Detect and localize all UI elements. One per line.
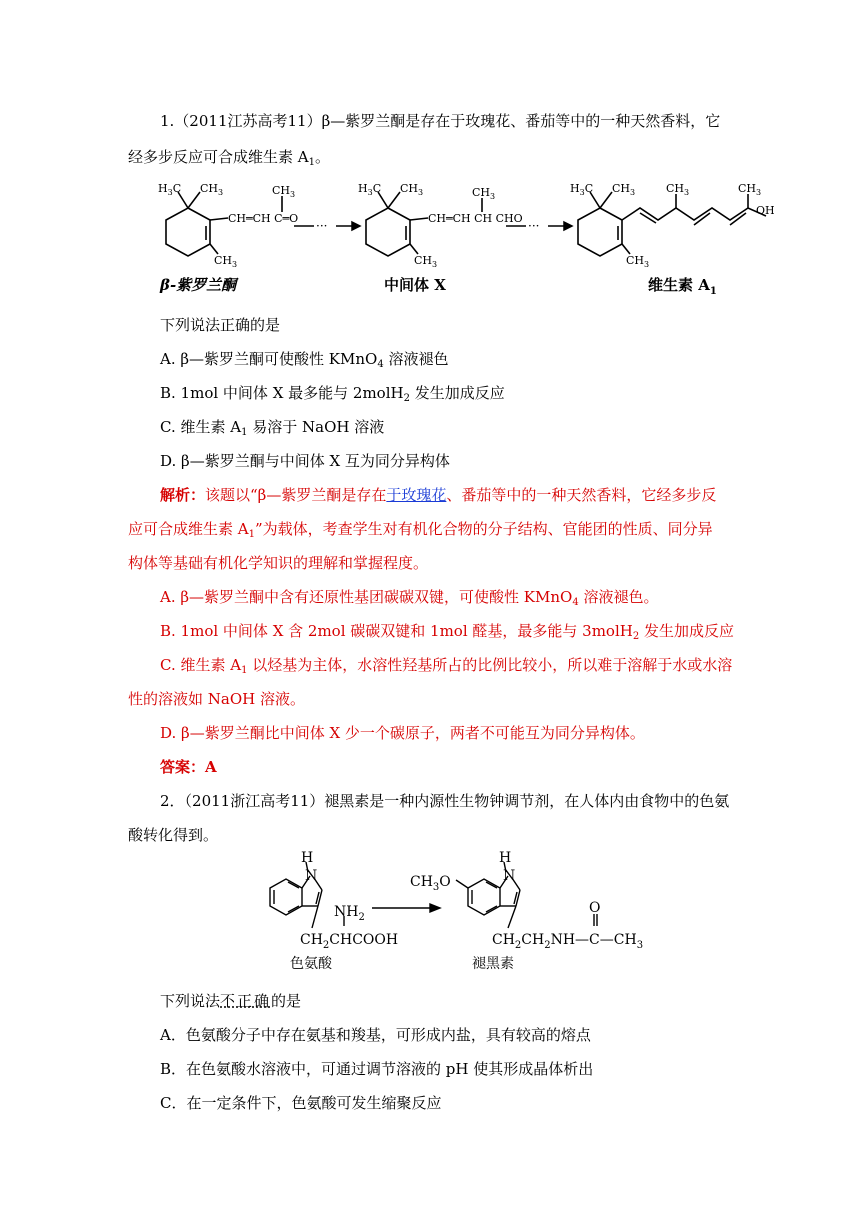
q2-reaction-scheme [250,850,650,980]
q2-prompt: 下列说法不正确的是 [160,992,302,1010]
svg-text:CH═CH C═O: CH═CH C═O [228,212,299,225]
svg-text:CH3: $CH_3$ [612,182,636,197]
q2-emphasis: 不正确 [220,992,272,1010]
svg-text:CH═CH CH CHO: CH═CH CH CHO [428,212,523,225]
label-intermediate-x: 中间体 X [384,276,446,294]
q1-analysis-d: D. β—紫罗兰酮比中间体 X 少一个碳原子，两者不可能互为同分异构体。 [160,724,645,742]
q1-answer: 答案：A [160,758,217,776]
q1-option-a: A. β—紫罗兰酮可使酸性 KMnO$_4$ 溶液褪色 [160,350,449,370]
svg-text:CH3: $CH_3$ [214,254,238,269]
label-melatonin: 褪黑素 [472,956,514,972]
h-atom-2: H [499,850,512,866]
svg-text:H3C: $H_3C$ [158,182,182,197]
svg-text:CH3: $CH_3$ [472,186,496,201]
svg-text:CH3: $CH_3$ [738,182,762,197]
svg-text:OH: OH [756,204,775,217]
svg-text:CH3: $CH_3$ [272,184,296,199]
q1-analysis-line3: 构体等基础有机化学知识的理解和掌握程度。 [128,554,429,572]
svg-text:H3C: $H_3C$ [358,182,382,197]
q1-analysis-line2: 应可合成维生素 $A_1$”为载体，考查学生对有机化合物的分子结构、官能团的性质、同分异 [128,520,713,540]
svg-text:H3C: $H_3C$ [570,182,594,197]
q1-analysis-b: B. 1mol 中间体 X 含 2mol 碳碳双键和 1mol 醛基，最多能与 3molH$_2$ 发生加成反应 [160,622,735,642]
melatonin-structure [456,862,597,928]
n-atom-2: N [503,868,516,884]
q1-analysis-c2: 性的溶液如 NaOH 溶液。 [128,690,305,708]
arrow-dots-1: ··· [316,219,328,233]
reaction-arrow-3 [372,904,440,912]
analysis-link[interactable]: 于玫瑰花 [386,486,447,504]
svg-text:CH3: $CH_3$ [666,182,690,197]
label-beta-ionone: β-紫罗兰酮 [160,276,237,294]
q2-stem-line1: 2．（2011浙江高考11）褪黑素是一种内源性生物钟调节剂，在人体内由食物中的色氨 [160,792,730,810]
q1-option-c: C. 维生素 $A_1$ 易溶于 NaOH 溶液 [160,418,385,438]
tryptophan-chain: $CH_2CHCOOH$ [300,932,399,951]
svg-text:CH3: $CH_3$ [626,254,650,269]
q2-option-c: C．在一定条件下，色氨酸可发生缩聚反应 [160,1094,442,1112]
q2-option-b: B．在色氨酸水溶液中，可通过调节溶液的 pH 使其形成晶体析出 [160,1060,594,1078]
svg-text:CH3: $CH_3$ [414,254,438,269]
label-tryptophan: 色氨酸 [290,956,332,972]
q1-reaction-scheme [148,178,788,298]
label-vitamin-a1: 维生素 $A_1$ [648,276,717,297]
nh2-group: $NH_2$ [334,904,365,923]
ch3o-group: $CH_3O$ [410,874,451,893]
q2-stem-line2: 酸转化得到。 [128,826,219,844]
q1-option-d: D. β—紫罗兰酮与中间体 X 互为同分异构体 [160,452,450,470]
q1-prompt: 下列说法正确的是 [160,316,281,334]
vitamin-a1-structure [578,192,766,256]
h-atom-1: H [301,850,314,866]
q1-analysis-c1: C. 维生素 $A_1$ 以烃基为主体，水溶性羟基所占的比例比较小，所以难于溶解于水或水溶 [160,656,733,676]
o-atom: O [589,900,601,916]
svg-text:CH3: $CH_3$ [200,182,224,197]
melatonin-chain: $CH_2CH_2NH—C—CH_3$ [492,932,644,951]
q1-option-b: B. 1mol 中间体 X 最多能与 2molH$_2$ 发生加成反应 [160,384,505,404]
q1-stem-line1: 1.（2011江苏高考11）β—紫罗兰酮是存在于玫瑰花、番茄等中的一种天然香料，它 [160,112,721,130]
q1-analysis-a: A. β—紫罗兰酮中含有还原性基团碳碳双键，可使酸性 KMnO$_4$ 溶液褪色。 [160,588,659,608]
q1-analysis-line1: 解析：该题以“β—紫罗兰酮是存在于玫瑰花、番茄等中的一种天然香料，它经多步反 [160,486,717,504]
arrow-dots-2: ··· [528,219,540,233]
q2-option-a: A．色氨酸分子中存在氨基和羧基，可形成内盐，具有较高的熔点 [160,1026,591,1044]
q1-stem-line2: 经多步反应可合成维生素 $A_1$。 [128,148,330,168]
svg-text:CH3: $CH_3$ [400,182,424,197]
n-atom-1: N [305,868,318,884]
